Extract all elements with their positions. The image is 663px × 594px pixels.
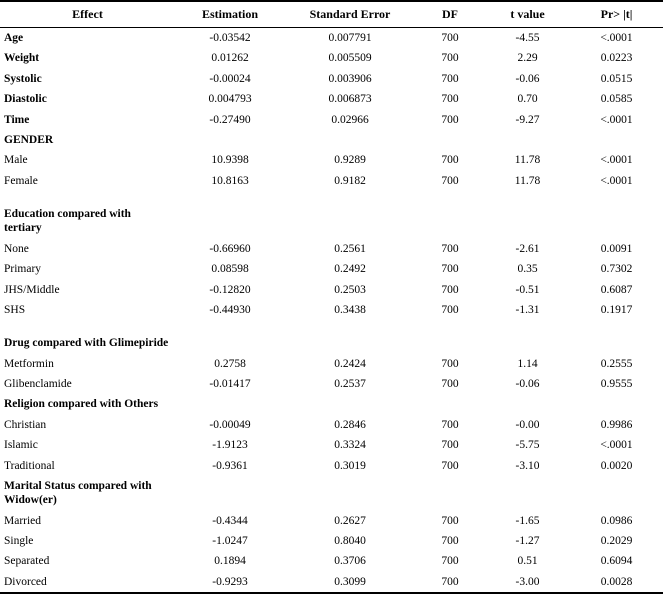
- cell-estimation: 0.01262: [211, 52, 249, 65]
- table-row: [0, 69, 663, 89]
- table-row: [0, 374, 663, 394]
- cell-p-value: 0.9986: [600, 418, 633, 431]
- cell-standard-error: 0.005509: [328, 52, 372, 65]
- table-body: [0, 28, 663, 593]
- cell-estimation: 10.8163: [211, 174, 249, 187]
- cell-p-value: 0.0986: [600, 514, 633, 527]
- table-row: [0, 48, 663, 68]
- cell-effect: Christian: [4, 418, 47, 431]
- cell-df: 700: [441, 113, 459, 126]
- cell-estimation: -0.03542: [209, 32, 251, 44]
- cell-effect: None: [4, 242, 29, 255]
- column-header-p-value: Pr> |t|: [570, 1, 663, 28]
- cell-p-value: [570, 394, 663, 414]
- cell-df: [415, 394, 485, 414]
- cell-t-value: 2.29: [517, 52, 538, 65]
- cell-estimation: -0.01417: [209, 378, 251, 390]
- cell-df: 700: [441, 514, 459, 527]
- cell-p-value: <.0001: [600, 113, 633, 126]
- cell-effect: Islamic: [4, 439, 38, 452]
- table-row: [0, 204, 663, 239]
- table-row: [0, 280, 663, 300]
- table-row: [0, 333, 663, 353]
- table-row: [0, 28, 663, 49]
- spacer-cell: [0, 191, 663, 204]
- cell-standard-error: 0.02966: [331, 113, 369, 126]
- table-row: [0, 110, 663, 130]
- cell-estimation: -0.12820: [209, 283, 251, 296]
- cell-t-value: -3.10: [515, 459, 540, 472]
- cell-estimation: -0.4344: [212, 514, 248, 527]
- cell-estimation: -0.66960: [209, 242, 251, 255]
- cell-t-value: [485, 476, 570, 511]
- table-row: [0, 259, 663, 279]
- cell-t-value: 0.51: [517, 555, 538, 568]
- column-header-t-value: t value: [485, 1, 570, 28]
- cell-t-value: 0.70: [517, 93, 538, 106]
- cell-effect: Diastolic: [4, 93, 47, 106]
- cell-standard-error: 0.2846: [334, 418, 366, 431]
- cell-df: 700: [441, 303, 459, 316]
- cell-t-value: -1.65: [515, 514, 540, 527]
- cell-df: 700: [441, 378, 459, 390]
- cell-p-value: [570, 204, 663, 239]
- cell-estimation: -1.9123: [212, 439, 248, 452]
- cell-standard-error: 0.2492: [334, 263, 366, 276]
- cell-estimation: -0.00049: [209, 418, 251, 431]
- table-row: [0, 511, 663, 531]
- cell-effect: Male: [4, 154, 28, 167]
- cell-t-value: [485, 204, 570, 239]
- cell-estimation: -0.9293: [212, 575, 248, 588]
- cell-t-value: -5.75: [515, 439, 540, 452]
- cell-effect: JHS/Middle: [4, 283, 60, 296]
- cell-standard-error: 0.003906: [328, 72, 372, 85]
- cell-effect: Married: [4, 514, 42, 527]
- cell-effect: Glibenclamide: [4, 378, 72, 390]
- cell-df: 700: [441, 52, 459, 65]
- cell-standard-error: 0.006873: [328, 93, 372, 106]
- cell-p-value: 0.0515: [600, 72, 633, 85]
- cell-df: 700: [441, 418, 459, 431]
- cell-standard-error: 0.3019: [334, 459, 366, 472]
- cell-estimation: -0.27490: [209, 113, 251, 126]
- cell-t-value: -1.31: [515, 303, 540, 316]
- cell-p-value: 0.2029: [600, 535, 633, 547]
- cell-t-value: 11.78: [514, 174, 541, 187]
- cell-t-value: -0.00: [515, 418, 540, 431]
- cell-effect: Primary: [4, 263, 42, 276]
- cell-effect: Single: [4, 535, 34, 547]
- cell-t-value: 11.78: [514, 154, 541, 167]
- cell-standard-error: 0.3706: [334, 555, 366, 568]
- cell-p-value: 0.1917: [600, 303, 633, 316]
- cell-t-value: -9.27: [515, 113, 540, 126]
- cell-standard-error: [285, 204, 415, 239]
- table-row: [0, 130, 663, 150]
- cell-p-value: 0.2555: [600, 357, 633, 370]
- cell-estimation: 0.004793: [208, 93, 252, 106]
- table-header-row: [0, 1, 663, 28]
- cell-df: [415, 476, 485, 511]
- cell-df: 700: [441, 439, 459, 452]
- table-spacer-row: [0, 191, 663, 204]
- table-row: [0, 150, 663, 170]
- table-header: [0, 1, 663, 28]
- cell-t-value: -0.06: [515, 72, 540, 85]
- cell-estimation: [175, 333, 285, 353]
- cell-effect: Traditional: [4, 459, 55, 472]
- cell-p-value: 0.0028: [600, 575, 633, 588]
- cell-effect: Drug compared with Glimepiride: [4, 337, 169, 350]
- cell-effect: Religion compared with Others: [4, 398, 159, 411]
- table-row: [0, 531, 663, 551]
- cell-df: 700: [441, 93, 459, 106]
- cell-t-value: -3.00: [515, 575, 540, 588]
- spacer-cell: [0, 320, 663, 333]
- cell-p-value: 0.6087: [600, 283, 633, 296]
- cell-standard-error: [285, 394, 415, 414]
- cell-standard-error: 0.9289: [334, 154, 366, 167]
- cell-df: 700: [441, 555, 459, 568]
- cell-estimation: -0.00024: [209, 72, 251, 85]
- cell-p-value: [570, 333, 663, 353]
- cell-estimation: [175, 204, 285, 239]
- cell-t-value: 0.35: [517, 263, 538, 276]
- cell-p-value: 0.9555: [600, 378, 633, 390]
- table-row: [0, 572, 663, 592]
- cell-effect: Metformin: [4, 357, 54, 370]
- cell-df: 700: [441, 263, 459, 276]
- cell-effect: Systolic: [4, 72, 42, 85]
- cell-df: 700: [441, 242, 459, 255]
- cell-estimation: -0.44930: [209, 303, 251, 316]
- cell-estimation: 0.1894: [214, 555, 246, 568]
- table-row: [0, 300, 663, 320]
- table-row: [0, 354, 663, 374]
- cell-effect: Separated: [4, 555, 50, 568]
- cell-effect: Education compared with tertiary: [4, 208, 131, 235]
- cell-p-value: <.0001: [600, 32, 633, 44]
- cell-t-value: -1.27: [515, 535, 540, 547]
- table-row: [0, 171, 663, 191]
- table-footer-rule: [0, 592, 663, 593]
- cell-effect: SHS: [4, 303, 26, 316]
- cell-effect: Weight: [4, 52, 40, 65]
- cell-df: [415, 130, 485, 150]
- cell-df: 700: [441, 154, 459, 167]
- cell-effect: Female: [4, 174, 38, 187]
- cell-standard-error: 0.007791: [328, 32, 372, 44]
- cell-effect: Divorced: [4, 575, 47, 588]
- table-spacer-row: [0, 320, 663, 333]
- cell-t-value: -2.61: [515, 242, 540, 255]
- cell-p-value: 0.7302: [600, 263, 633, 276]
- cell-standard-error: 0.2503: [334, 283, 366, 296]
- cell-standard-error: 0.8040: [334, 535, 366, 547]
- cell-effect: Marital Status compared with Widow(er): [4, 479, 152, 507]
- cell-df: 700: [441, 535, 459, 547]
- cell-p-value: 0.0223: [600, 52, 633, 65]
- cell-df: 700: [441, 459, 459, 472]
- table-row: [0, 394, 663, 414]
- cell-t-value: -0.06: [515, 378, 540, 390]
- table-row: [0, 551, 663, 571]
- cell-t-value: [485, 333, 570, 353]
- table-row: [0, 239, 663, 259]
- cell-standard-error: 0.2537: [334, 378, 366, 390]
- cell-estimation: 0.2758: [214, 357, 246, 370]
- cell-standard-error: 0.3438: [334, 303, 366, 316]
- cell-standard-error: 0.2627: [334, 514, 366, 527]
- cell-p-value: <.0001: [600, 174, 633, 187]
- cell-t-value: -4.55: [515, 32, 540, 44]
- column-header-df: DF: [415, 1, 485, 28]
- cell-estimation: [175, 394, 285, 414]
- cell-p-value: [570, 130, 663, 150]
- cell-df: 700: [441, 72, 459, 85]
- cell-standard-error: 0.2561: [334, 242, 366, 255]
- cell-df: 700: [441, 575, 459, 588]
- cell-standard-error: 0.9182: [334, 174, 366, 187]
- cell-estimation: [175, 476, 285, 511]
- cell-p-value: [570, 476, 663, 511]
- cell-df: 700: [441, 174, 459, 187]
- cell-p-value: 0.0585: [600, 93, 633, 106]
- cell-standard-error: 0.3324: [334, 439, 366, 452]
- column-header-standard-error: Standard Error: [285, 1, 415, 28]
- bottom-rule: [0, 592, 663, 593]
- table-row: [0, 476, 663, 511]
- cell-effect: Time: [4, 113, 30, 126]
- cell-p-value: 0.0020: [600, 459, 633, 472]
- cell-t-value: 1.14: [517, 357, 538, 370]
- cell-standard-error: 0.2424: [334, 357, 366, 370]
- table-row: [0, 89, 663, 109]
- cell-df: [415, 333, 485, 353]
- cell-estimation: [175, 130, 285, 150]
- table-row: [0, 435, 663, 455]
- column-header-estimation: Estimation: [175, 1, 285, 28]
- cell-t-value: [485, 394, 570, 414]
- column-header-effect: Effect: [0, 1, 175, 28]
- cell-df: 700: [441, 283, 459, 296]
- cell-standard-error: [285, 333, 415, 353]
- table-row: [0, 415, 663, 435]
- table-row: [0, 456, 663, 476]
- cell-p-value: 0.6094: [600, 555, 633, 568]
- cell-df: [415, 204, 485, 239]
- cell-estimation: -1.0247: [212, 535, 248, 547]
- cell-standard-error: [285, 130, 415, 150]
- cell-t-value: -0.51: [515, 283, 540, 296]
- cell-df: 700: [441, 357, 459, 370]
- cell-estimation: -0.9361: [212, 459, 248, 472]
- cell-standard-error: 0.3099: [334, 575, 366, 588]
- cell-t-value: [485, 130, 570, 150]
- cell-p-value: 0.0091: [600, 242, 633, 255]
- cell-standard-error: [285, 476, 415, 511]
- cell-estimation: 10.9398: [211, 154, 249, 167]
- cell-estimation: 0.08598: [211, 263, 249, 276]
- cell-effect: Age: [4, 32, 24, 44]
- cell-effect: GENDER: [4, 133, 54, 146]
- cell-p-value: <.0001: [600, 154, 633, 167]
- cell-p-value: <.0001: [600, 439, 633, 452]
- cell-df: 700: [441, 32, 459, 44]
